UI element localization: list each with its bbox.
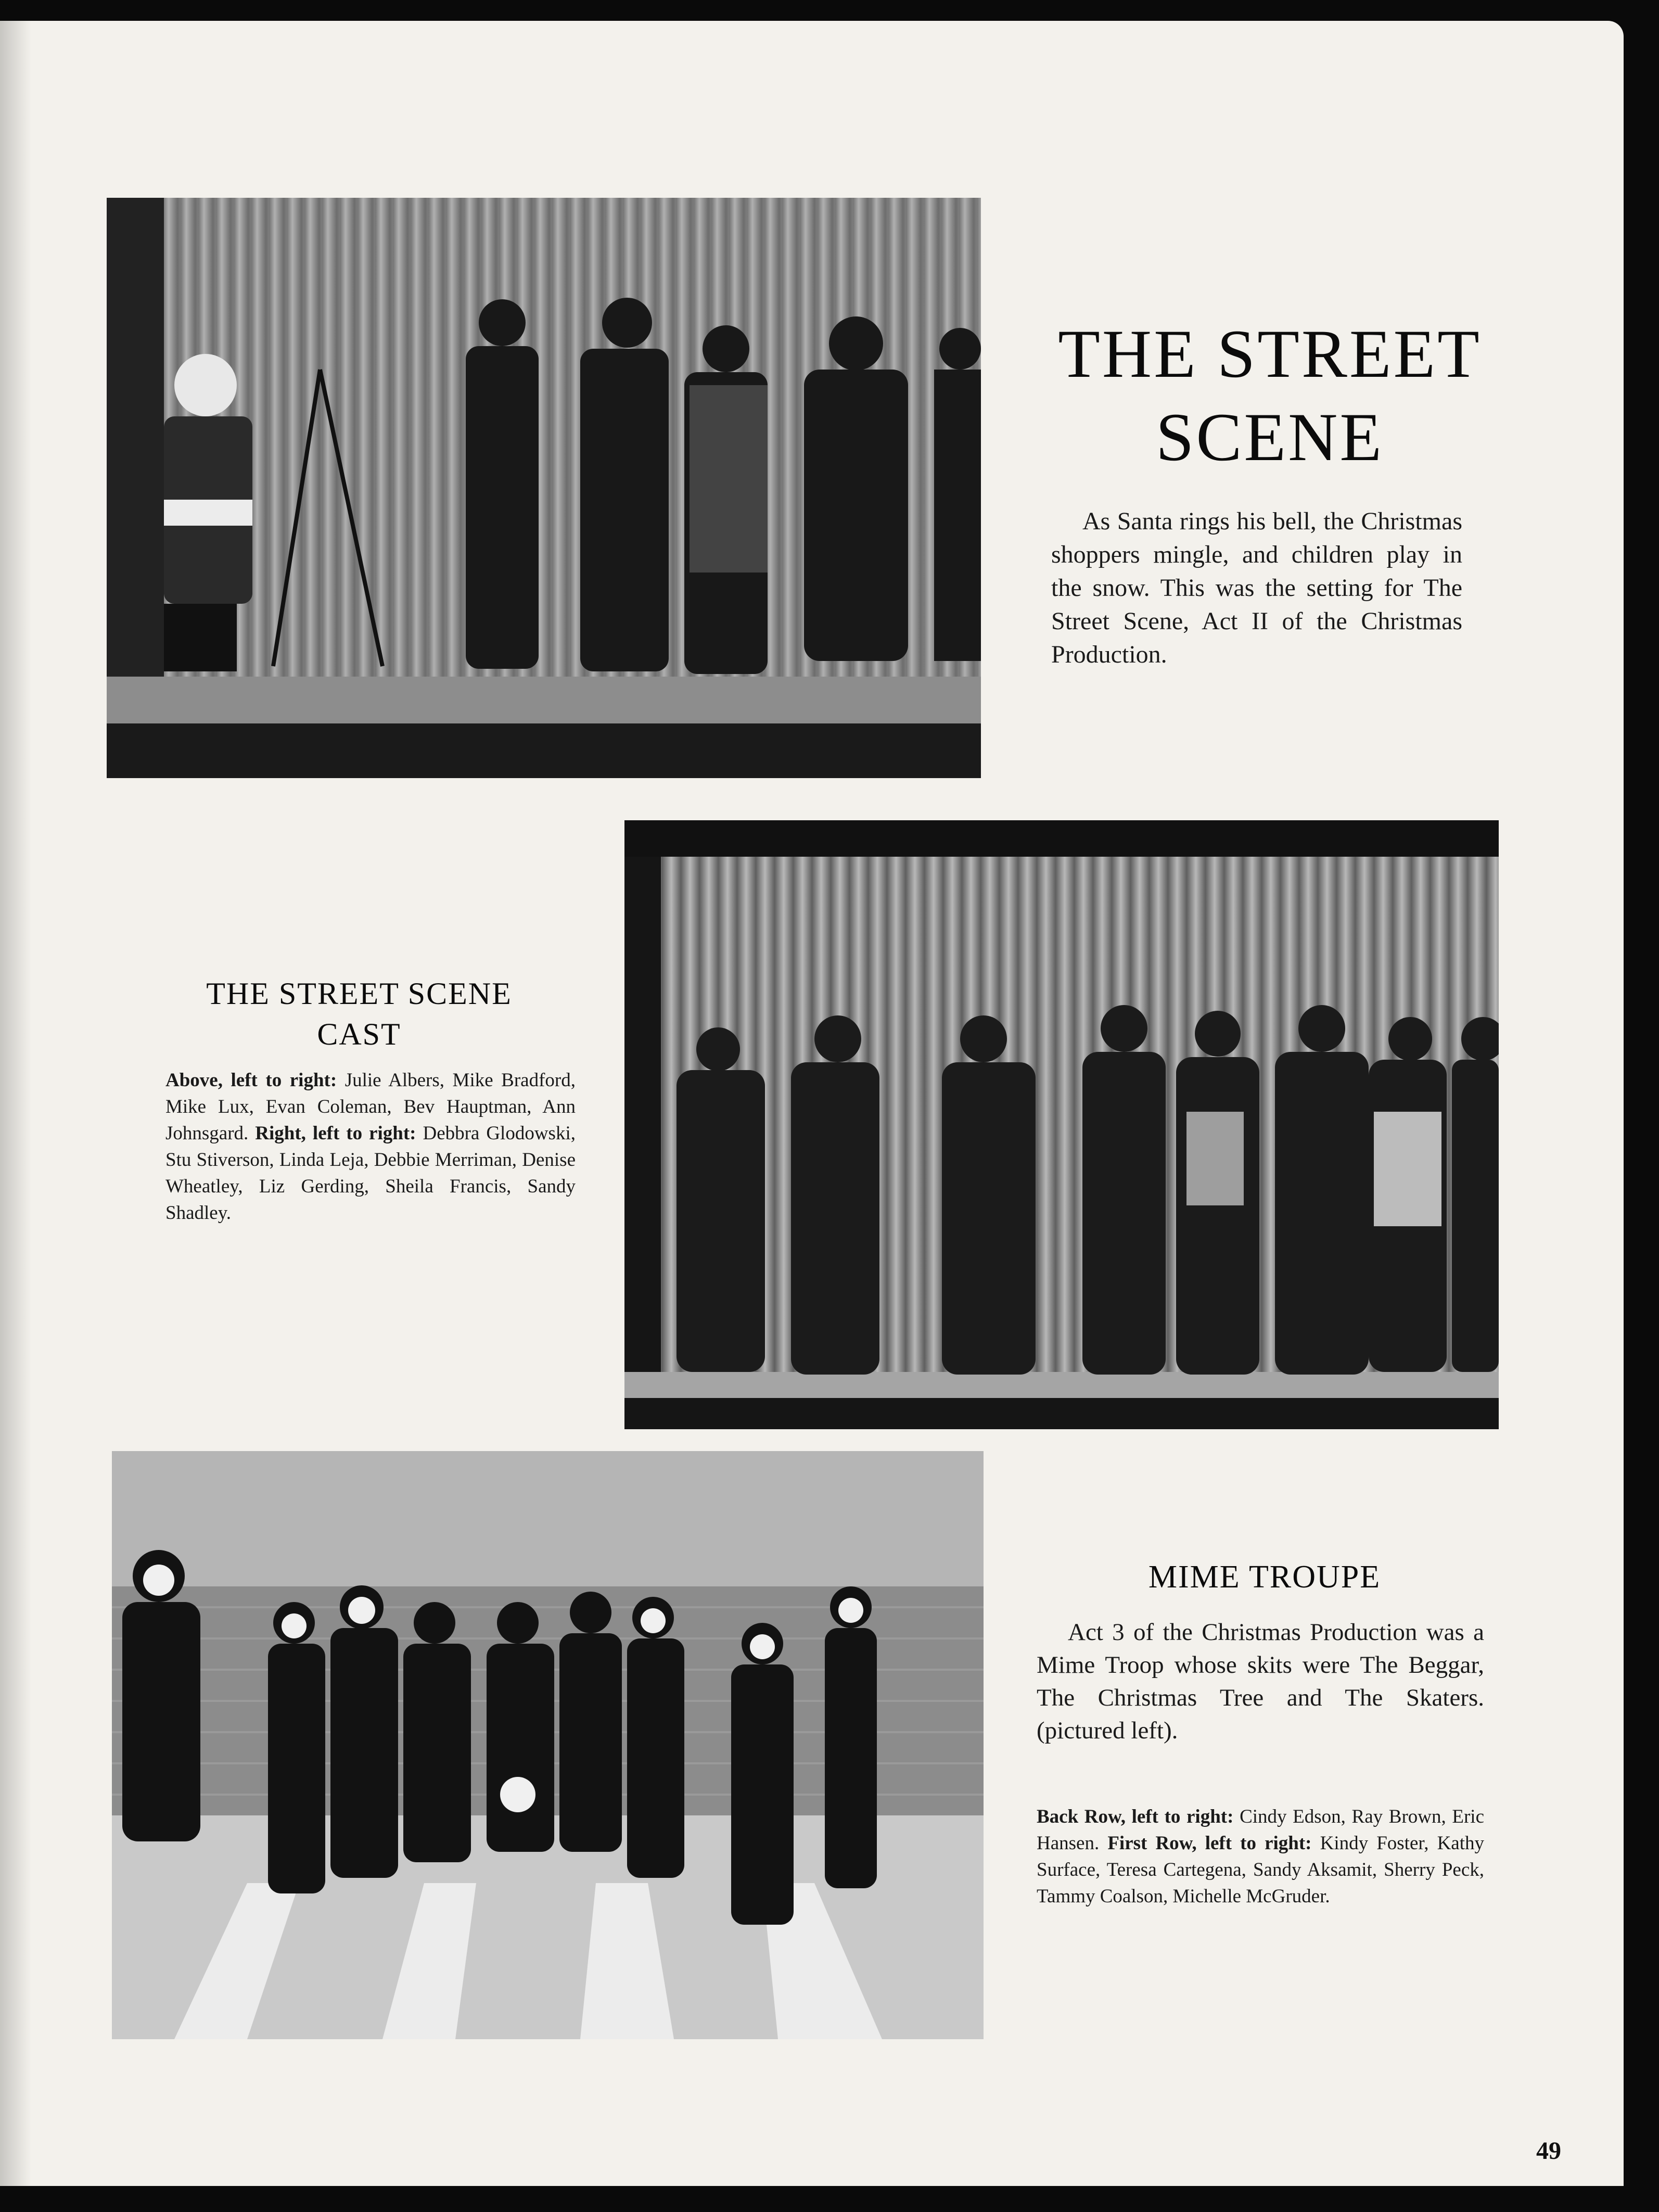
photo-street-scene-cast (624, 820, 1499, 1429)
street-scene-title-line2: SCENE (1155, 399, 1384, 475)
first-row-names: Kindy Foster, Kathy Surface, Teresa Cartegena, Sandy Aksamit, Sherry Peck, Tammy Coalson, Michelle McGruder. (1037, 1833, 1484, 1907)
back-row-names: Cindy Edson, Ray Brown, Eric Hansen. (1037, 1806, 1484, 1854)
photo-mime-troupe (112, 1451, 984, 2039)
mime-troupe-title: MIME TROUPE (1148, 1559, 1381, 1595)
street-scene-cast-title-line1: THE STREET SCENE (206, 976, 512, 1011)
first-row-label: First Row, left to right: (1107, 1833, 1312, 1854)
back-row-label: Back Row, left to right: (1037, 1806, 1234, 1827)
street-scene-cast-title (172, 973, 546, 1054)
photo-street-scene (107, 198, 981, 778)
above-names: Julie Albers, Mike Bradford, Mike Lux, Evan Coleman, Bev Hauptman, Ann Johnsgard. (165, 1070, 576, 1144)
street-scene-title (1015, 312, 1525, 479)
street-scene-cast-caption (165, 1067, 576, 1226)
right-names: Debbra Glodowski, Stu Stiverson, Linda Leja, Debbie Merriman, Denise Wheatley, Liz Gerding, Sheila Francis, Sandy Shadley. (165, 1123, 576, 1224)
page-spine-shadow (0, 21, 31, 2186)
mime-troupe-description: Act 3 of the Christmas Production was a Mime Troop whose skits were The Beggar, The Christmas Tree and The Skaters. (pictured left). (1037, 1619, 1484, 1744)
street-scene-title-line1: THE STREET (1058, 315, 1482, 392)
street-scene-description: As Santa rings his bell, the Christmas shoppers mingle, and children play in the snow. This was the setting for The Street Scene, Act II of the Christmas Production. (1051, 507, 1462, 668)
street-scene-cast-title-line2: CAST (317, 1017, 401, 1051)
yearbook-page (0, 21, 1624, 2186)
above-label: Above, left to right: (165, 1070, 337, 1091)
right-label: Right, left to right: (255, 1123, 416, 1144)
page-number: 49 (1536, 2137, 1561, 2165)
mime-troupe-caption (1037, 1803, 1484, 1910)
